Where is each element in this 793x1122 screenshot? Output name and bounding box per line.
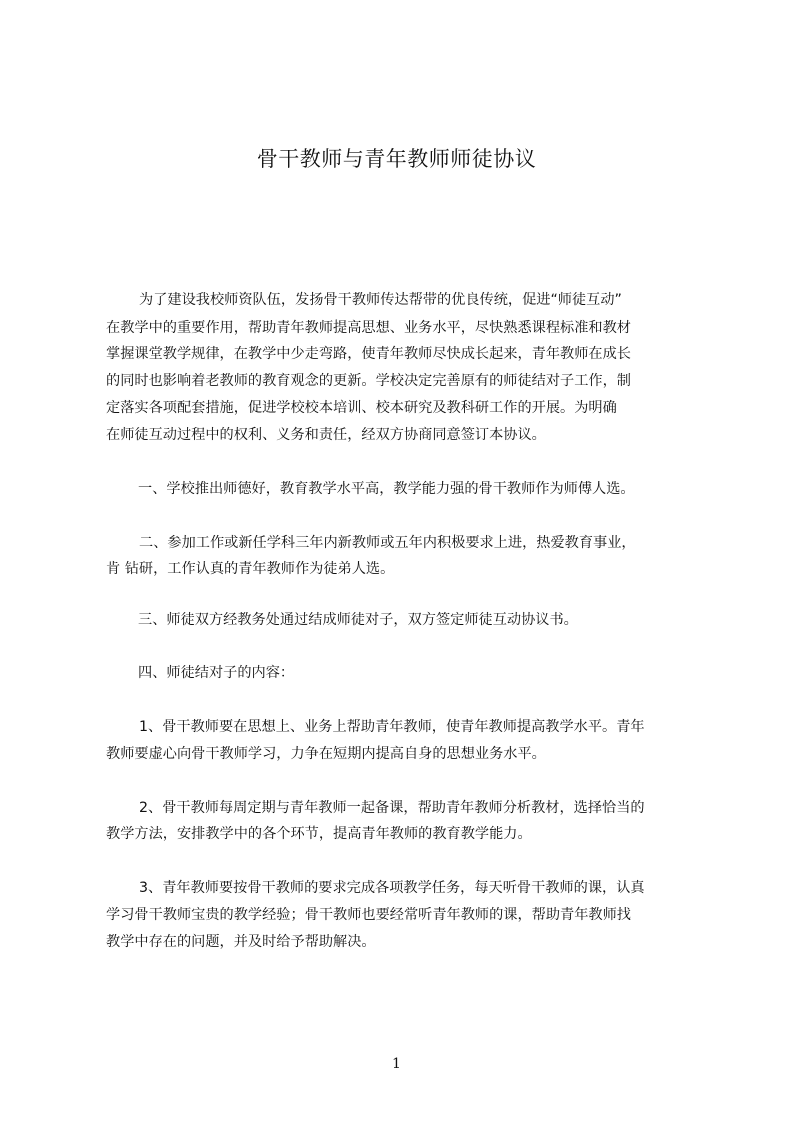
item-2-line: 肯 钻研，工作认真的青年教师作为徒弟人选。 <box>106 561 395 577</box>
item-1: 一、学校推出师德好，教育教学水平高，教学能力强的骨干教师作为师傅人选。 <box>138 481 635 497</box>
item-3: 三、师徒双方经教务处通过结成师徒对子，双方签定师徒互动协议书。 <box>138 612 578 628</box>
sub-item-1-line: 1、骨干教师要在思想上、业务上帮助青年教师，使青年教师提高教学水平。青年 <box>139 719 645 735</box>
intro-line: 的同时也影响着老教师的教育观念的更新。学校决定完善原有的师徒结对子工作，制 <box>106 373 631 389</box>
intro-line: 在教学中的重要作用，帮助青年教师提高思想、业务水平，尽快熟悉课程标准和教材 <box>106 320 631 336</box>
page-number: 1 <box>392 1056 401 1072</box>
intro-line: 掌握课堂教学规律，在教学中少走弯路，使青年教师尽快成长起来，青年教师在成长 <box>106 346 631 362</box>
sub-item-3-line: 3、青年教师要按骨干教师的要求完成各项教学任务，每天听骨干教师的课，认真 <box>139 880 645 896</box>
sub-item-1-line: 教师要虚心向骨干教师学习，力争在短期内提高自身的思想业务水平。 <box>106 746 546 762</box>
sub-item-3-line: 学习骨干教师宝贵的教学经验；骨干教师也要经常听青年教师的课，帮助青年教师找 <box>106 907 631 923</box>
intro-line: 在师徒互动过程中的权利、义务和责任，经双方协商同意签订本协议。 <box>106 427 546 443</box>
item-2-line: 二、参加工作或新任学科三年内新教师或五年内积极要求上进，热爱教育事业， <box>139 535 636 551</box>
document-title: 骨干教师与青年教师师徒协议 <box>256 147 537 171</box>
intro-line: 为了建设我校师资队伍，发扬骨干教师传达帮带的优良传统，促进“师徒互动” <box>139 292 622 308</box>
sub-item-2-line: 教学方法，安排教学中的各个环节，提高青年教师的教育教学能力。 <box>106 826 532 842</box>
sub-item-3-line: 教学中存在的问题，并及时给予帮助解决。 <box>106 934 376 950</box>
item-4: 四、师徒结对子的内容： <box>138 665 295 681</box>
intro-line: 定落实各项配套措施，促进学校校本培训、校本研究及教科研工作的开展。为明确 <box>106 400 617 416</box>
sub-item-2-line: 2、骨干教师每周定期与青年教师一起备课，帮助青年教师分析教材，选择恰当的 <box>139 800 645 816</box>
